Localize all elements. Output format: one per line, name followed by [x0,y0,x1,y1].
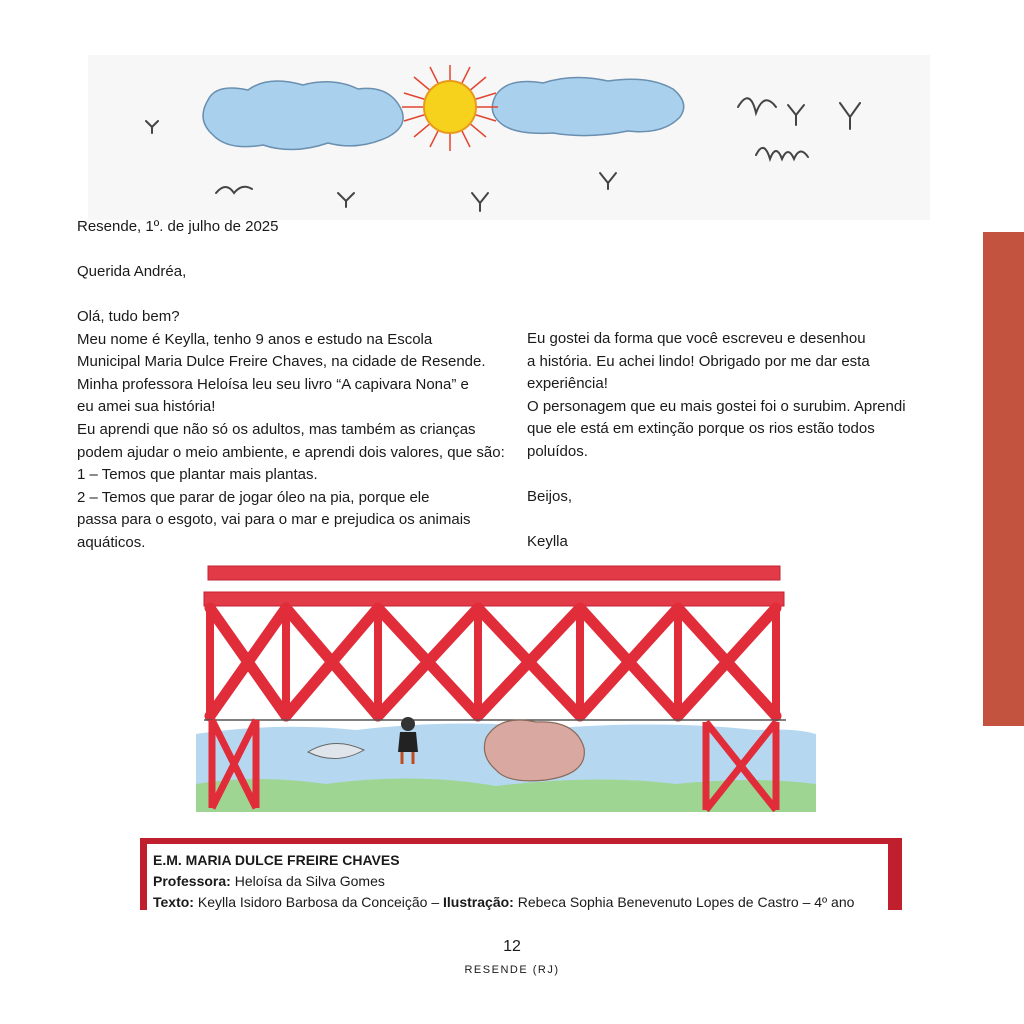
sky-drawing [88,55,930,220]
left-line: Meu nome é Keylla, tenho 9 anos e estudo na Escola [77,330,433,348]
right-line: O personagem que eu mais gostei foi o surubim. Aprendi [527,397,906,415]
left-line: 1 – Temos que plantar mais plantas. [77,466,318,484]
right-line: que ele está em extinção porque os rios estão todos [527,420,875,438]
letter-date: Resende, 1º. de julho de 2025 [77,218,279,235]
left-line: eu amei sua história! [77,398,216,416]
teacher-label: Professora: [153,873,231,889]
left-line: Eu aprendi que não só os adultos, mas também as crianças [77,420,476,438]
left-line: aquáticos. [77,533,146,551]
text-label: Texto: [153,894,194,910]
left-line: Olá, tudo bem? [77,308,180,325]
credits-top-bar [140,838,902,844]
left-line: passa para o esgoto, vai para o mar e prejudica os animais [77,511,471,529]
bridge-drawing [196,552,816,820]
right-line: poluídos. [527,442,588,460]
side-tab [983,232,1024,726]
left-line: Municipal Maria Dulce Freire Chaves, na cidade de Resende. [77,353,486,371]
school-name: E.M. MARIA DULCE FREIRE CHAVES [153,852,400,868]
illustration-label: Ilustração: [443,894,514,910]
credits-left-bar [140,838,147,910]
letter-greeting: Querida Andréa, [77,263,187,280]
teacher-name: Heloísa da Silva Gomes [234,873,385,889]
letter-closing: Beijos, [527,488,573,505]
letter-left-column [77,306,505,555]
capybara [484,720,584,781]
right-line: Eu gostei da forma que você escreveu e desenhou [527,330,866,347]
letter-signature: Keylla [527,533,568,550]
authors-line [153,892,854,913]
page-number: 12 [503,938,521,955]
cloud-left [203,81,403,150]
illustration-author: Rebeca Sophia Benevenuto Lopes de Castro – 4º ano [517,894,855,910]
right-line: a história. Eu achei lindo! Obrigado por me dar esta [527,352,870,370]
footer-city: RESENDE (RJ) [464,964,560,976]
cloud-right [492,77,683,135]
left-line: Minha professora Heloísa leu seu livro “A capivara Nona” e [77,375,469,393]
left-line: 2 – Temos que parar de jogar óleo na pia, porque ele [77,488,430,506]
credits-box [140,838,902,910]
right-line: experiência! [527,375,608,393]
teacher-line [153,871,854,892]
credits-right-bar [888,838,902,910]
left-line: podem ajudar o meio ambiente, e aprendi dois valores, que são: [77,443,505,461]
letter-right-column [527,328,906,464]
text-author: Keylla Isidoro Barbosa da Conceição – [197,894,440,910]
